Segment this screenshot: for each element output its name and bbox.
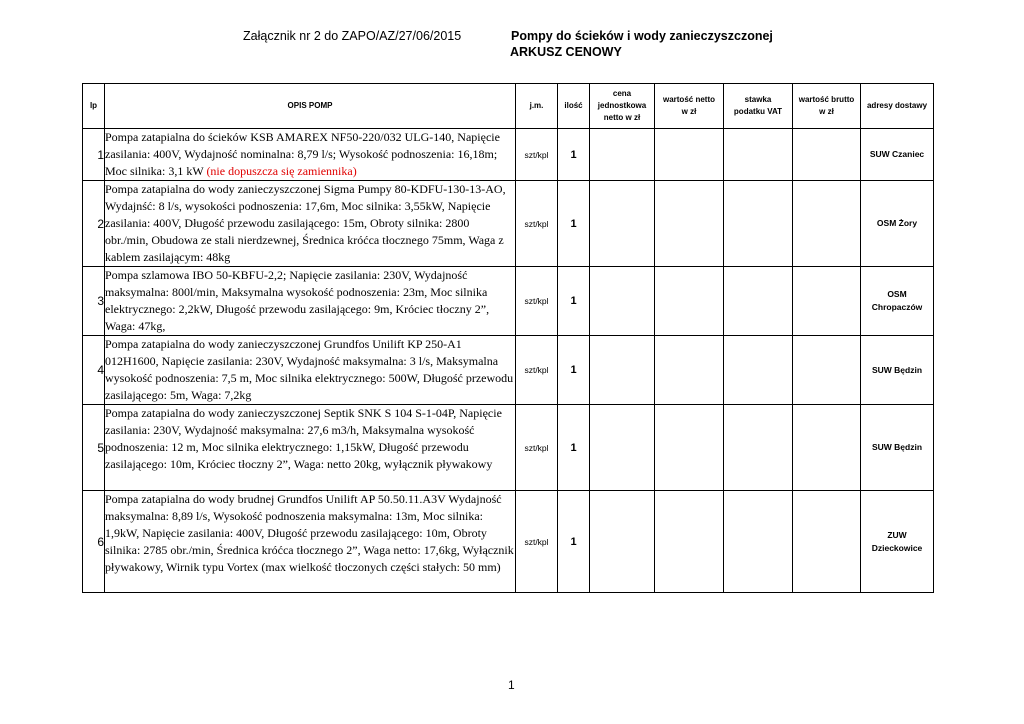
header-vat: [724, 84, 793, 129]
header-lp: lp: [83, 84, 105, 129]
row-description: [105, 181, 516, 267]
row-delivery-address: [861, 336, 934, 405]
row-quantity: 1: [558, 491, 590, 593]
row-unit-price-cell: [590, 405, 655, 491]
header-cena-line1: cena: [612, 89, 632, 98]
row-lp: 5: [83, 405, 105, 491]
row-vat-rate-cell: [724, 336, 793, 405]
attachment-reference: Załącznik nr 2 do ZAPO/AZ/27/06/2015: [243, 29, 462, 43]
row-net-value-cell: [655, 267, 724, 336]
row-lp: 3: [83, 267, 105, 336]
row-gross-value-cell: [793, 491, 861, 593]
row-address-line1: SUW Będzin: [871, 442, 923, 452]
row-vat-rate-cell: [724, 491, 793, 593]
row-address-line1: SUW Będzin: [871, 364, 923, 375]
row-delivery-address: [861, 267, 934, 336]
row-vat-rate-cell: [724, 267, 793, 336]
row-address-line1: OSM: [887, 289, 907, 299]
row-unit: szt/kpl: [516, 491, 558, 593]
row-net-value-cell: [655, 181, 724, 267]
header-brutto-line1: wartość brutto: [798, 95, 855, 104]
row-lp: 4: [83, 336, 105, 405]
row-lp: 6: [83, 491, 105, 593]
row-address-line1: OSM Żory: [876, 218, 918, 228]
document-subtitle: ARKUSZ CENOWY: [510, 45, 622, 59]
row-description-text: Pompa zatapialna do wody zanieczyszczonej Sigma Pumpy 80-KDFU-130-13-AO, Wydajnść: 8 l/s, wysokości podnoszenia: 17,6m, Moc silnika: 3,55kW, Napięcie zasilania: 400V, Długość przewodu zasilającego: 15m, Obroty silnika: 2800 obr./min, Obudowa ze stali nierdzewnej, Średnica króćca tłocznego 75mm, Waga z kablem zasilającym: 48kg: [105, 182, 506, 264]
row-delivery-address: [861, 181, 934, 267]
row-gross-value-cell: [793, 181, 861, 267]
header-brutto-line2: w zł: [819, 107, 834, 116]
row-delivery-address: [861, 129, 934, 181]
table-header-row: [83, 84, 934, 129]
row-address-line1: SUW Czaniec: [869, 149, 925, 159]
row-unit-price-cell: [590, 491, 655, 593]
header-adresy: adresy dostawy: [861, 84, 934, 129]
document-title: Pompy do ścieków i wody zanieczyszczonej: [511, 29, 773, 43]
table-row: [83, 129, 934, 181]
row-vat-rate-cell: [724, 129, 793, 181]
row-address-line1: ZUW: [887, 529, 907, 540]
table-row: [83, 491, 934, 593]
header-brutto: [793, 84, 861, 129]
row-description-text: Pompa zatapialna do wody zanieczyszczonej Grundfos Unilift KP 250-A1 012H1600, Napięcie zasilania: 230V, Wydajność maksymalna: 3 l/s, Maksymalna wysokość podnoszenia: 7,5 m, Moc silnika elektrycznego: 500W, Długość przewodu zasilającego: 5m, Waga: 7,2kg: [105, 337, 514, 402]
row-net-value-cell: [655, 129, 724, 181]
row-unit: szt/kpl: [516, 267, 558, 336]
row-delivery-address: [861, 491, 934, 593]
row-lp: 1: [83, 129, 105, 181]
header-netto: [655, 84, 724, 129]
row-quantity: 1: [558, 336, 590, 405]
row-description-text: Pompa zatapialna do wody brudnej Grundfos Unilift AP 50.50.11.A3V Wydajność maksymalna: 8,89 l/s, Wysokość podnoszenia maksymalna: 13m, Moc silnika: 1,9kW, Napięcie zasilania: 400V, Długość przewodu zasilającego: 10m, Obroty silnika: 2785 obr./min, Średnica króćca tłocznego 2”, Waga netto: 17,6kg, Wyłącznik pływakowy, Wirnik typu Vortex (max wielkość tłoczonych części stałych: 50 mm): [105, 492, 514, 574]
row-description-text: Pompa zatapialna do wody zanieczyszczonej Septik SNK S 104 S-1-04P, Napięcie zasilania: 230V, Wydajność maksymalna: 27,6 m3/h, Maksymalna wysokość podnoszenia: 12 m, Moc silnika elektrycznego: 1,15kW, Długość przewodu zasilającego: 10m, Króciec tłoczny 2”, Waga: netto 20kg, wyłącznik pływakowy: [105, 406, 502, 471]
row-description: [105, 491, 516, 593]
row-quantity: 1: [558, 181, 590, 267]
row-vat-rate-cell: [724, 405, 793, 491]
table-row: [83, 267, 934, 336]
header-vat-line1: stawka: [744, 95, 772, 104]
row-unit: szt/kpl: [516, 129, 558, 181]
row-gross-value-cell: [793, 405, 861, 491]
row-gross-value-cell: [793, 267, 861, 336]
row-net-value-cell: [655, 405, 724, 491]
row-delivery-address: [861, 405, 934, 491]
price-table: [82, 83, 934, 593]
row-description-text: Pompa szlamowa IBO 50-KBFU-2,2; Napięcie zasilania: 230V, Wydajność maksymalna: 800l/min, Maksymalna wysokość podnoszenia: 23m, Moc silnika elektrycznego: 2,2kW, Długość przewodu zasilającego: 9m, Króciec tłoczny 2”, Waga: 47kg,: [105, 268, 490, 333]
row-address-line2: Dzieckowice: [871, 542, 923, 553]
row-unit-price-cell: [590, 267, 655, 336]
row-unit: szt/kpl: [516, 336, 558, 405]
header-netto-line2: w zł: [681, 107, 697, 116]
header-netto-line1: wartość netto: [662, 95, 715, 104]
row-description: [105, 336, 516, 405]
header-cena-line3: netto w zł: [603, 113, 641, 122]
row-note: (nie dopuszcza się zamiennika): [206, 164, 357, 178]
table-row: [83, 405, 934, 491]
row-description: [105, 405, 516, 491]
header-cena-line2: jednostkowa: [597, 101, 647, 110]
row-description-text: Pompa zatapialna do ścieków KSB AMAREX NF50-220/032 ULG-140, Napięcie zasilania: 400V, Wydajność nominalna: 8,79 l/s; Wysokość podnoszenia: 16,18m; Moc silnika: 3,1 kW: [105, 130, 500, 178]
row-quantity: 1: [558, 405, 590, 491]
header-jm: j.m.: [516, 84, 558, 129]
header-ilosc: ilość: [558, 84, 590, 129]
header-cena: [590, 84, 655, 129]
row-gross-value-cell: [793, 129, 861, 181]
row-unit: szt/kpl: [516, 181, 558, 267]
header-opis: OPIS POMP: [105, 84, 516, 129]
table-row: [83, 181, 934, 267]
table-row: [83, 336, 934, 405]
row-address-line2: Chropaczów: [871, 302, 923, 312]
row-unit-price-cell: [590, 129, 655, 181]
row-net-value-cell: [655, 491, 724, 593]
row-vat-rate-cell: [724, 181, 793, 267]
row-description: [105, 267, 516, 336]
page-number: 1: [508, 678, 515, 692]
row-description: [105, 129, 516, 181]
row-lp: 2: [83, 181, 105, 267]
row-quantity: 1: [558, 267, 590, 336]
row-unit-price-cell: [590, 181, 655, 267]
row-quantity: 1: [558, 129, 590, 181]
row-unit-price-cell: [590, 336, 655, 405]
header-vat-line2: podatku VAT: [733, 107, 783, 116]
row-unit: szt/kpl: [516, 405, 558, 491]
row-gross-value-cell: [793, 336, 861, 405]
row-net-value-cell: [655, 336, 724, 405]
